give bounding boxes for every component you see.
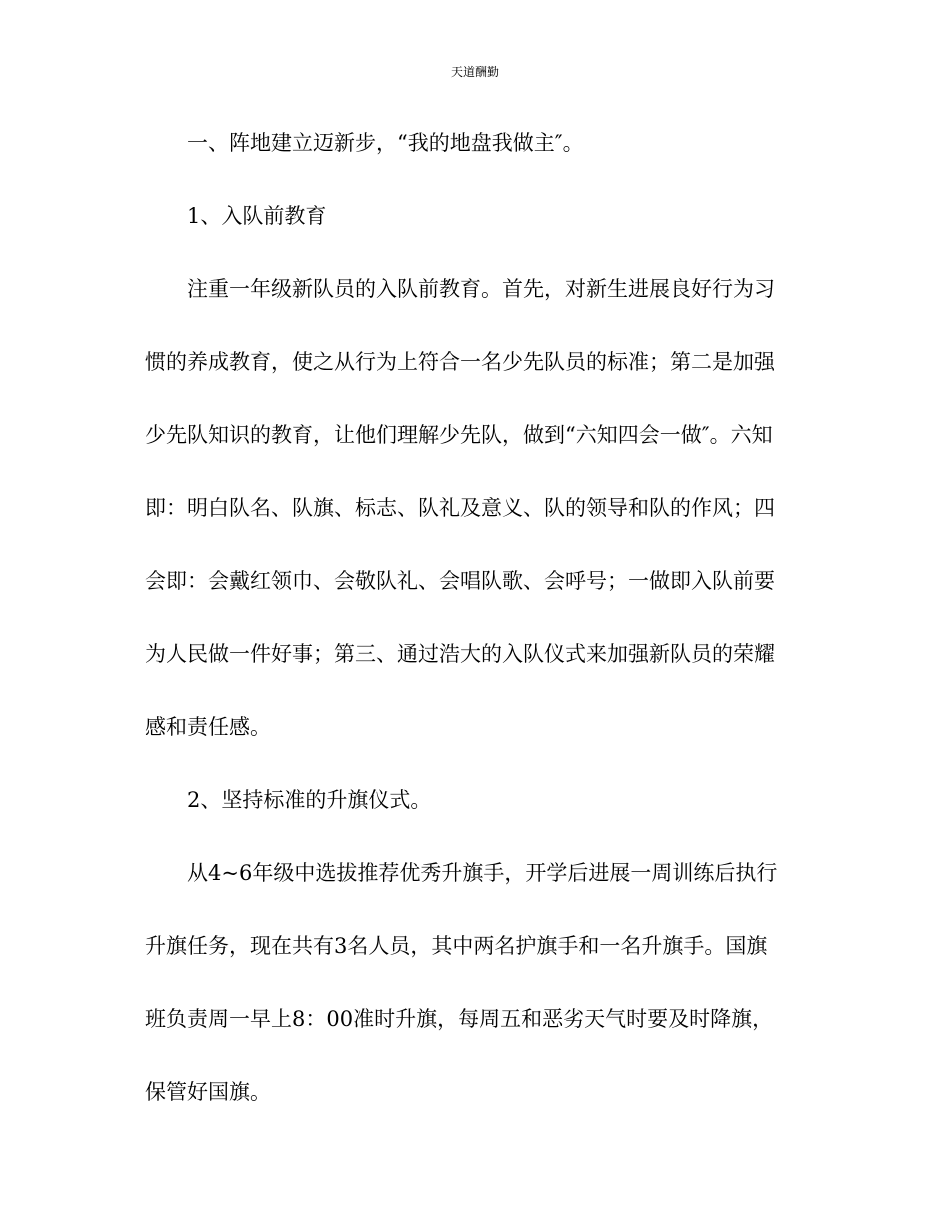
paragraph-line: 班负责周一早上8：00准时升旗，每周五和恶劣天气时要及时降旗， — [145, 1007, 774, 1031]
paragraph-line: 保管好国旗。 — [145, 1080, 271, 1104]
section-heading: 一、阵地建立迈新步，“我的地盘我做主″。 — [187, 131, 584, 155]
subsection-heading: 2、坚持标准的升旗仪式。 — [187, 788, 432, 812]
paragraph-line: 惯的养成教育，使之从行为上符合一名少先队员的标准；第二是加强 — [145, 350, 775, 374]
paragraph-line: 会即：会戴红领巾、会敬队礼、会唱队歌、会呼号；一做即入队前要 — [145, 569, 775, 593]
paragraph-line: 少先队知识的教育，让他们理解少先队，做到“六知四会一做″。六知 — [145, 423, 773, 447]
subsection-heading: 1、入队前教育 — [187, 204, 327, 228]
paragraph-line: 从4~6年级中选拔推荐优秀升旗手，开学后进展一周训练后执行 — [187, 861, 778, 885]
paragraph-line: 为人民做一件好事；第三、通过浩大的入队仪式来加强新队员的荣耀 — [145, 642, 775, 666]
paragraph-line: 感和责任感。 — [145, 715, 271, 739]
paragraph-line: 注重一年级新队员的入队前教育。首先，对新生进展良好行为习 — [187, 277, 775, 301]
paragraph-line: 即：明白队名、队旗、标志、队礼及意义、队的领导和队的作风；四 — [145, 496, 775, 520]
paragraph-line: 升旗任务，现在共有3名人员，其中两名护旗手和一名升旗手。国旗 — [145, 934, 768, 958]
page-header: 天道酬勤 — [450, 65, 499, 79]
document-body — [145, 118, 805, 1140]
